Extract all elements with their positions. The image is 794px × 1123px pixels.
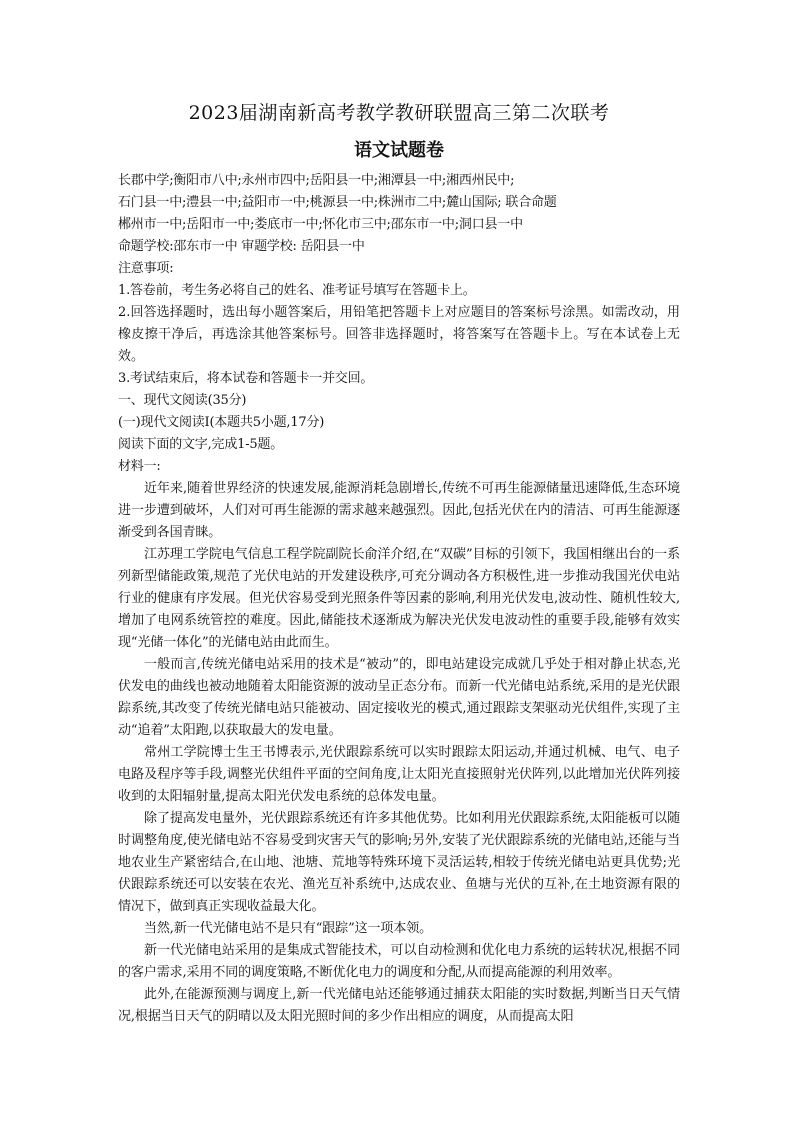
body-paragraph: 近年来,随着世界经济的快速发展,能源消耗急剧增长,传统不可再生能源储量迅速降低,生态环境进一步遭到破坏，人们对可再生能源的需求越来越强烈。因此,包括光伏在内的清洁、可再生能源逐渐受到各国青睐。: [118, 481, 680, 540]
proposer-line: 命题学校:邵东市一中 审题学校: 岳阳县一中: [118, 239, 365, 254]
exam-subtitle: 语文试题卷: [354, 140, 444, 161]
exam-page: [118, 100, 680, 1028]
notice-heading: 注意事项:: [118, 261, 174, 276]
body-paragraph: 江苏理工学院电气信息工程学院副院长俞洋介绍,在“双碳”目标的引领下，我国相继出台的一系列新型储能政策,规范了光伏电站的开发建设秩序,可充分调动各方积极性,进一步推动我国光伏电站行业的健康有序发展。但光伏容易受到光照条件等因素的影响,利用光伏发电,波动性、随机性较大,增加了电网系统管控的难度。因此,储能技术逐渐成为解决光伏发电波动性的重要手段,能够有效实现“光储一体化”的光储电站由此而生。: [118, 547, 680, 650]
notice-item: 2.回答选择题时，选出每小题答案后，用铅笔把答题卡上对应题目的答案标号涂黑。如需改动，用橡皮擦干净后，再选涂其他答案标号。回答非选择题时，将答案写在答题卡上。写在本试卷上无效。: [118, 305, 680, 364]
body-paragraph: 常州工学院博士生王书博表示,光伏跟踪系统可以实时跟踪太阳运动,并通过机械、电气、电子电路及程序等手段,调整光伏组件平面的空间角度,让太阳光直接照射光伏阵列,以此增加光伏阵列接收到的太阳辐射量,提高太阳光伏发电系统的总体发电量。: [118, 745, 680, 804]
notice-item: 3.考试结束后，将本试卷和答题卡一并交回。: [118, 371, 374, 386]
subsection-heading: (一)现代文阅读Ⅰ(本题共5小题,17分): [118, 415, 325, 430]
notice-item: 1.答卷前，考生务必将自己的姓名、准考证号填写在答题卡上。: [118, 283, 476, 298]
school-list-line: 石门县一中;澧县一中;益阳市一中;桃源县一中;株洲市二中;麓山国际; 联合命题: [118, 195, 557, 210]
exam-title: 2023届湖南新高考教学教研联盟高三第二次联考: [188, 102, 610, 124]
body-paragraph: 除了提高发电量外，光伏跟踪系统还有许多其他优势。比如利用光伏跟踪系统,太阳能板可以随时调整角度,使光储电站不容易受到灾害天气的影响;另外,安装了光伏跟踪系统的光储电站,还能与当地农业生产紧密结合,在山地、池塘、荒地等特殊环境下灵活运转,相较于传统光储电站更具优势;光伏跟踪系统还可以安装在农光、渔光互补系统中,达成农业、鱼塘与光伏的互补,在土地资源有限的情况下，做到真正实现收益最大化。: [118, 811, 680, 914]
body-paragraph: 一般而言,传统光储电站采用的技术是“被动”的，即电站建设完成就几乎处于相对静止状态,光伏发电的曲线也被动地随着太阳能资源的波动呈正态分布。而新一代光储电站系统,采用的是光伏跟踪系统,其改变了传统光储电站只能被动、固定接收光的模式,通过跟踪支架驱动光伏组件,实现了主动“追着”太阳跑,以获取最大的发电量。: [118, 657, 680, 738]
instruction-text: 阅读下面的文字,完成1-5题。: [118, 437, 284, 452]
section-heading: 一、现代文阅读(35分): [118, 393, 247, 408]
body-paragraph: 新一代光储电站采用的是集成式智能技术，可以自动检测和优化电力系统的运转状况,根据不同的客户需求,采用不同的调度策略,不断优化电力的调度和分配,从而提高能源的利用效率。: [118, 943, 680, 980]
body-paragraph: 此外,在能源预测与调度上,新一代光储电站还能够通过捕获太阳能的实时数据,判断当日天气情况,根据当日天气的阴晴以及太阳光照时间的多少作出相应的调度，从而提高太阳: [118, 987, 680, 1024]
body-paragraph: 当然,新一代光储电站不是只有“跟踪”这一项本领。: [144, 921, 433, 936]
material-label: 材料一:: [118, 459, 161, 474]
school-list-line: 郴州市一中;岳阳市一中;娄底市一中;怀化市三中;邵东市一中;洞口县一中: [118, 217, 523, 232]
school-list-line: 长郡中学;衡阳市八中;永州市四中;岳阳县一中;湘潭县一中;湘西州民中;: [118, 173, 515, 188]
